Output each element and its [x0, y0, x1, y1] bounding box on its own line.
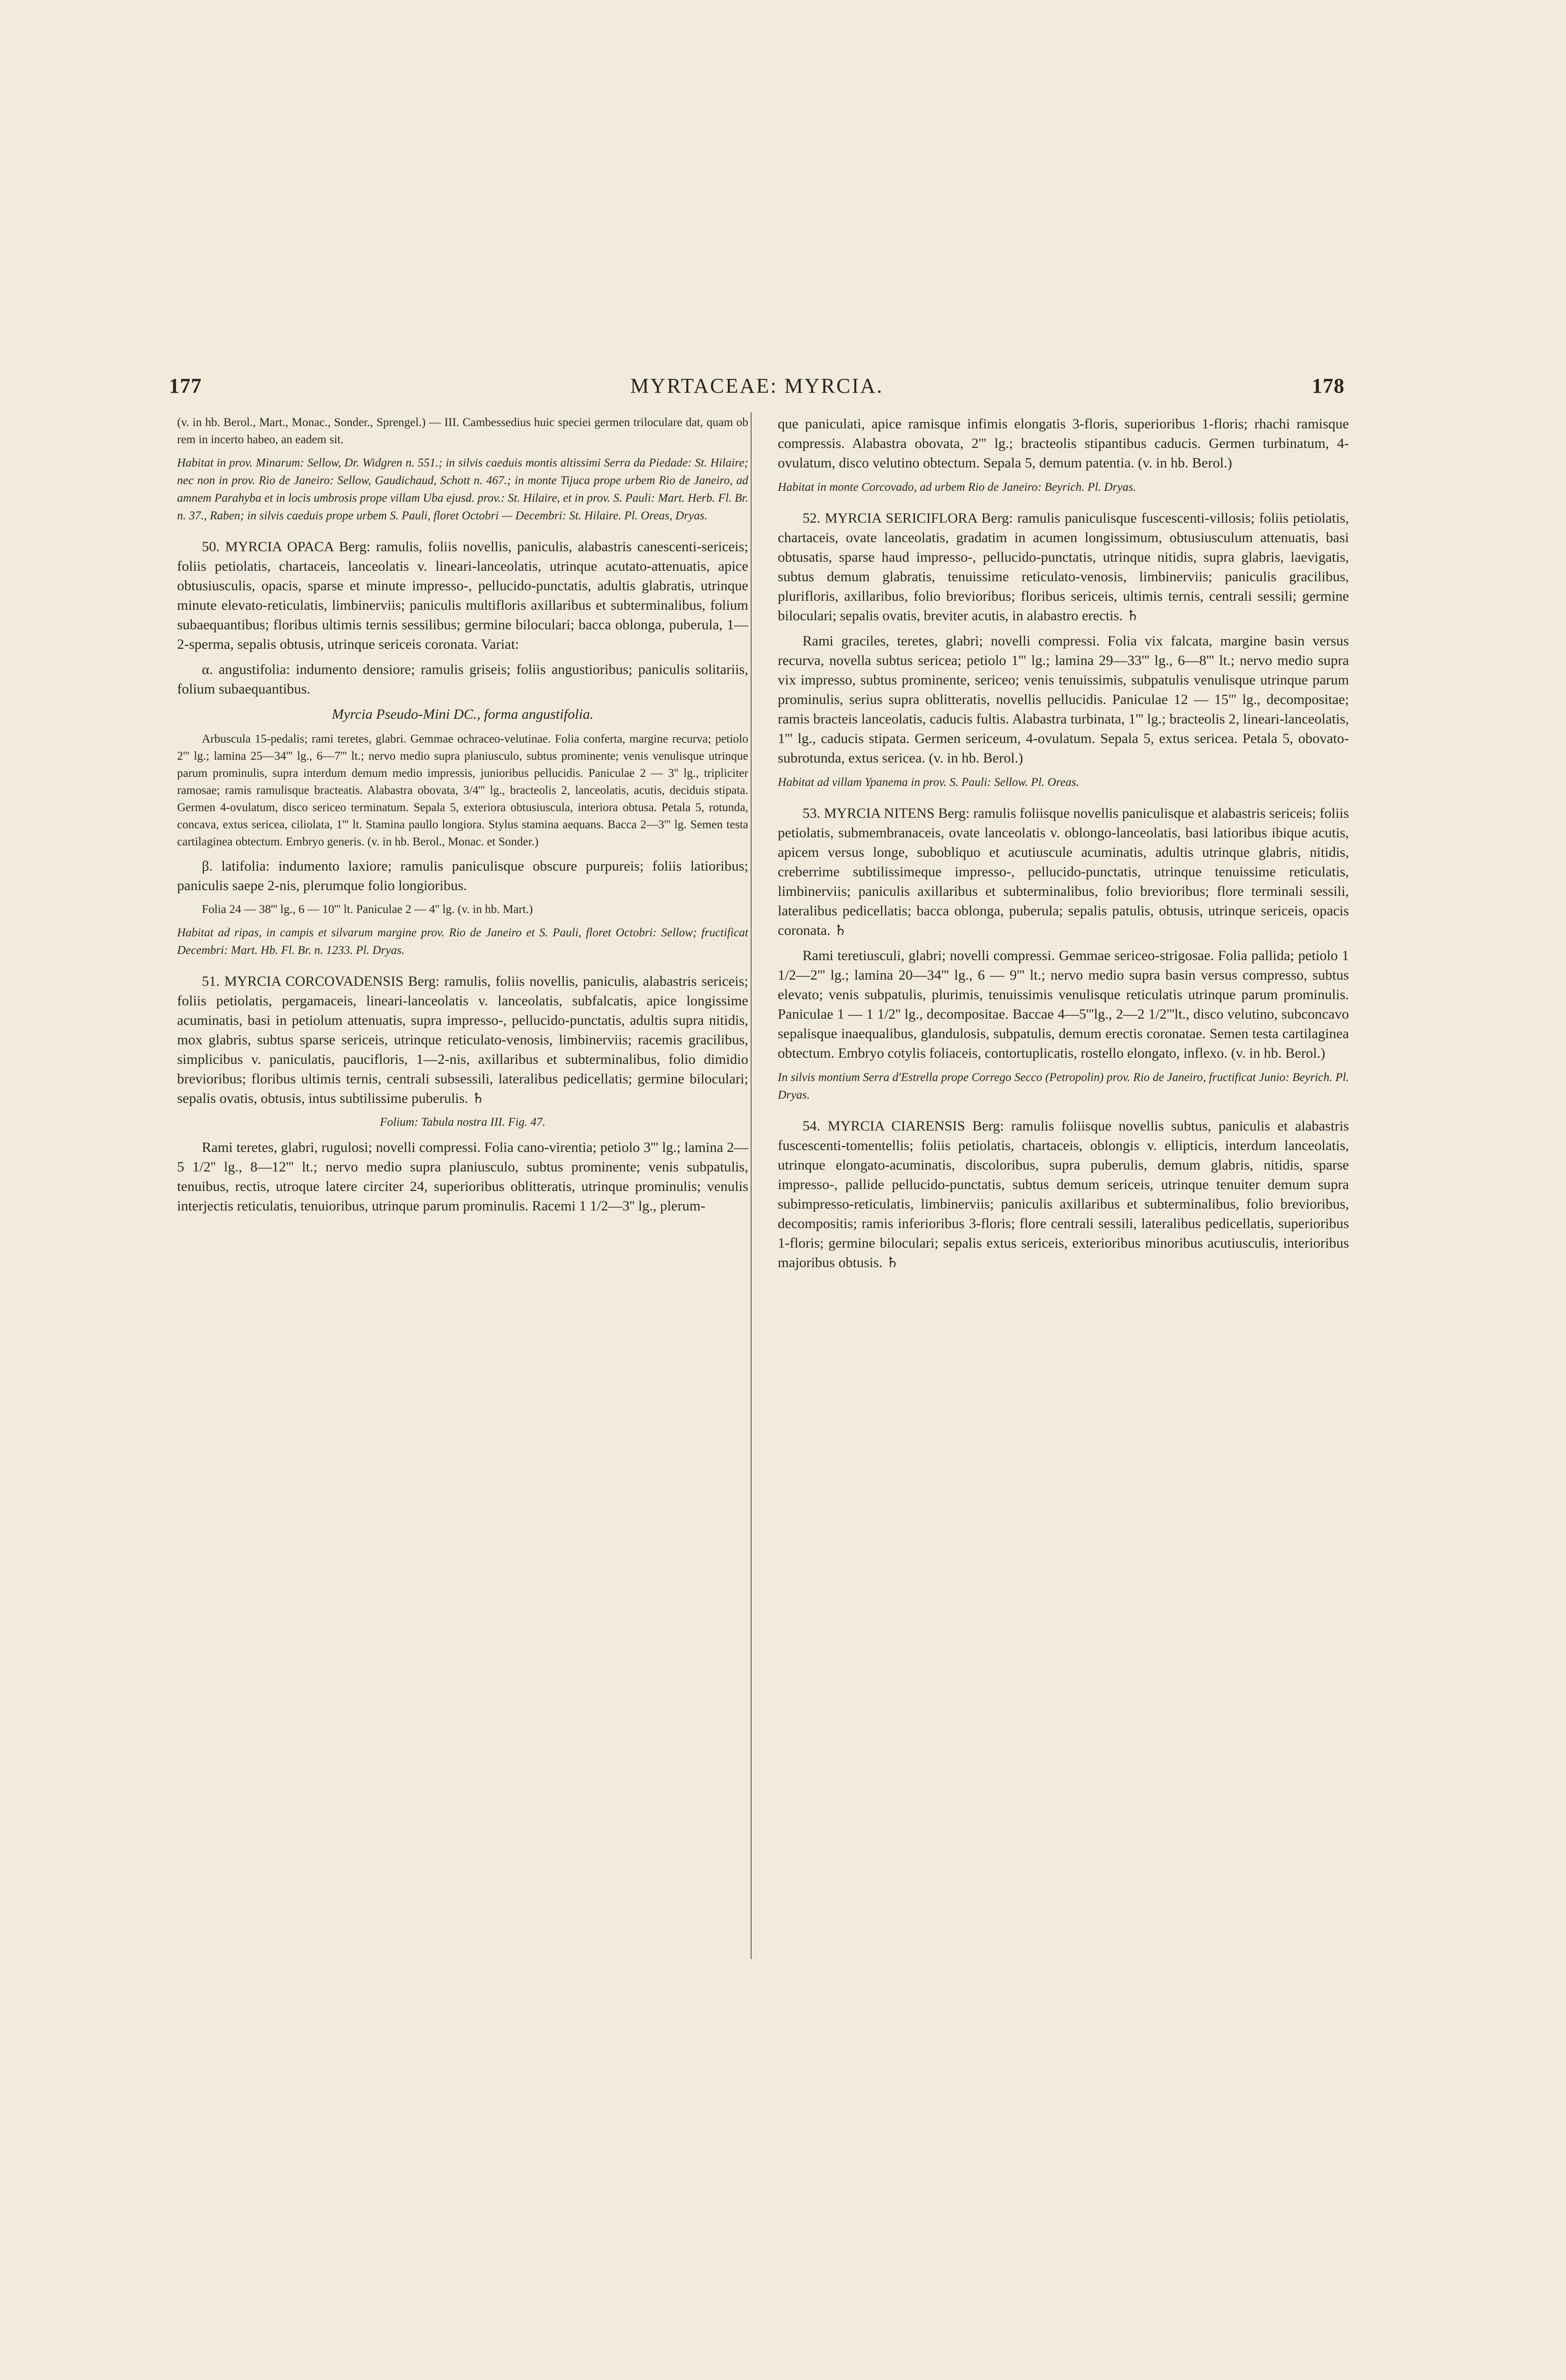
page-number-right: 178 — [1312, 374, 1345, 397]
variety-description: α. angustifolia: indumento densiore; ramulis griseis; foliis angustioribus; paniculis solitariis, folium subaequantibus. — [177, 662, 748, 697]
morphology-note: Rami teretiusculi, glabri; novelli compressi. Gemmae sericeo-strigosae. Folia pallida; petiolo 1 1/2—2''' lg.; lamina 20—34''' lg., 6 — 9''' lt.; nervo medio supra basin versus compresso, subtus elevato; venis subpatulis, plurimis, tenuissimis venulisque reticulatis utrinque parum prominulis. Paniculae 1 — 1 1/2'' lg., decompositae. Baccae 4—5'''lg., 2—2 1/2'''lt., disco velutino, subconcavo sepalisque inaequalibus, glandulosis, subpatulis, demum erectis coronatae. Semen testa cartilaginea obtectum. Embryo cotylis foliaceis, contortuplicatis, rostello elongato, inflexo. (v. in hb. Berol.) — [778, 948, 1349, 1061]
paragraph: (v. in hb. Berol., Mart., Monac., Sonder., Sprengel.) — III. Cambessedius huic speciei germen triloculare dat, quam ob rem in incerto habeo, an eadem sit. — [177, 416, 748, 446]
habitat-note: Habitat ad villam Ypanema in prov. S. Pauli: Sellow. Pl. Oreas. — [778, 776, 1080, 789]
habitat-note: Habitat ad ripas, in campis et silvarum margine prov. Rio de Janeiro et S. Pauli, floret Octobri: Sellow; fructificat Decembri: Mart. Hb. Fl. Br. n. 1233. Pl. Dryas. — [177, 926, 748, 957]
species-description: 52. MYRCIA SERICIFLORA Berg: ramulis paniculisque fuscescenti-villosis; foliis petiolatis, chartaceis, ovate lanceolatis, gradatim in acumen longissimum, obtusiusculum attenuatis, basi obtusatis, sparse haud impresso-, pellucido-punctatis, utrinque nitidis, supra glabris, laevigatis, subtus demum glabratis, tenuissime reticulato-venosis, limbinerviis; paniculis gracilibus, plurifloris, axillaribus, folio brevioribus; floribus sericeis, ultimis ternis, centrali sessili; germine biloculari; sepalis ovatis, breviter acutis, in alabastro erectis. ♄ — [778, 510, 1349, 624]
species-description: 54. MYRCIA CIARENSIS Berg: ramulis foliisque novellis subtus, paniculis et alabastris fuscescenti-tomentellis; foliis petiolatis, chartaceis, oblongis v. ellipticis, interdum lanceolatis, utrinque elongato-acuminatis, discoloribus, supra puberulis, demum glabris, nitidis, sparse impresso-, pallide pellucido-punctatis, subtus demum sericeis, utrinque tenuiter demum supra subimpresso-reticulatis, limbinerviis; paniculis axillaribus et subterminalibus, folio brevioribus, decompositis; ramis inferioribus 3-floris; flore centrali sessili, lateralibus pedicellatis, superioribus 1-floris; germine biloculari; sepalis extus sericeis, exterioribus minoribus acutiusculis, interioribus majoribus obtusis. ♄ — [778, 1118, 1349, 1270]
morphology-note: Rami teretes, glabri, rugulosi; novelli compressi. Folia cano-virentia; petiolo 3''' lg.; lamina 2—5 1/2'' lg., 8—12''' lt.; nervo medio supra planiusculo, subtus prominente; venis subpatulis, tenuibus, rectis, utroque latere circiter 24, superioribus oblitteratis, utrinque prominulis; venulis interjectis reticulatis, tenuioribus, utrinque parum prominulis. Racemi 1 1/2—3'' lg., plerum- — [177, 1140, 748, 1214]
morphology-note: Rami graciles, teretes, glabri; novelli compressi. Folia vix falcata, margine basin versus recurva, novella subtus sericea; petiolo 1''' lg.; lamina 29—33''' lg., 6—8''' lt.; nervo medio supra vix impresso, subtus prominente, sericeo; venis tenuissimis, subpatulis venulisque utrinque parum prominulis, serius supra oblitteratis, novellis pellucidis. Paniculae 12 — 15''' lg., decompositae; ramis bracteis lanceolatis, caducis fultis. Alabastra turbinata, 1''' lg.; bracteolis 2, lineari-lanceolatis, 1''' lg., caducis stipata. Germen sericeum, 4-ovulatum. Sepala 5, extus sericea. Petala 5, obovato-subrotunda, extus sericea. (v. in hb. Berol.) — [778, 633, 1349, 766]
figure-reference: Folium: Tabula nostra III. Fig. 47. — [380, 1116, 545, 1129]
page-number-left: 177 — [169, 374, 202, 397]
variety-description: β. latifolia: indumento laxiore; ramulis paniculisque obscure purpureis; foliis latioribus; paniculis saepe 2-nis, plerumque folio longioribus. — [177, 858, 748, 893]
synonym-line: Myrcia Pseudo-Mini DC., forma angustifolia. — [332, 706, 594, 722]
column-divider — [751, 412, 752, 1959]
habitat-note: Habitat in prov. Minarum: Sellow, Dr. Widgren n. 551.; in silvis caeduis montis altissimi Serra da Piedade: St. Hilaire; nec non in prov. Rio de Janeiro: Sellow, Gaudichaud, Schott n. 467.; in monte Tijuca prope urbem Rio de Janeiro, ad amnem Parahyba et in locis umbrosis prope villam Uba ejusd. prov.: St. Hilaire, et in prov. S. Pauli: Mart. Herb. Fl. Br. n. 37., Raben; in silvis caeduis prope urbem S. Pauli, floret Octobri — Decembri: St. Hilaire. Pl. Oreas, Dryas. — [177, 456, 748, 522]
morphology-note: Folia 24 — 38''' lg., 6 — 10''' lt. Paniculae 2 — 4'' lg. (v. in hb. Mart.) — [202, 903, 533, 916]
page-header — [169, 374, 1345, 407]
species-description: 51. MYRCIA CORCOVADENSIS Berg: ramulis, foliis novellis, paniculis, alabastris sericeis; foliis petiolatis, pergamaceis, lineari-lanceolatis v. lanceolatis, subfalcatis, apice longissime acuminatis, basi in petiolum attenuatis, supra impresso-, pellucido-punctatis, adultis supra nitidis, mox glabris, subtus sparse sericeis, utrinque reticulato-venosis, limbinerviis; racemis gracilibus, simplicibus v. paniculatis, paucifloris, 1—2-nis, axillaribus et subterminalibus, folio dimidio brevioribus; floribus ultimis ternis, centrali subsessili, lateralibus pedicellatis; germine biloculari; sepalis ovatis, obtusis, intus subtilissime puberulis. ♄ — [177, 973, 748, 1106]
habitat-note: In silvis montium Serra d'Estrella prope Corrego Secco (Petropolin) prov. Rio de Janeiro, fructificat Junio: Beyrich. Pl. Dryas. — [778, 1071, 1349, 1101]
right-column — [778, 414, 1349, 1278]
left-column — [177, 414, 748, 1221]
species-description: 50. MYRCIA OPACA Berg: ramulis, foliis novellis, paniculis, alabastris canescenti-sericeis; foliis petiolatis, chartaceis, lanceolatis v. lineari-lanceolatis, utrinque acutato-attenuatis, apice obtusiusculis, opacis, sparse et minute impresso-, pellucido-punctatis, adultis glabratis, utrinque minute elevato-reticulatis, limbinerviis; paniculis multifloris axillaribus et subterminalibus, folium subaequantibus; floribus ultimis ternis sessilibus; germine biloculari; bacca oblonga, puberula, 1—2-sperma, sepalis obtusis, utrinque sericeis coronata. Variat: — [177, 539, 748, 652]
habitat-note: Habitat in monte Corcovado, ad urbem Rio de Janeiro: Beyrich. Pl. Dryas. — [778, 481, 1136, 494]
paragraph: que paniculati, apice ramisque infimis elongatis 3-floris, superioribus 1-floris; rhachi ramisque compressis. Alabastra obovata, 2''' lg.; bracteolis stipantibus caducis. Germen turbinatum, 4-ovulatum, disco velutino obtectum. Sepala 5, demum patentia. (v. in hb. Berol.) — [778, 416, 1349, 471]
species-description: 53. MYRCIA NITENS Berg: ramulis foliisque novellis paniculisque et alabastris sericeis; foliis petiolatis, submembranaceis, ovate lanceolatis v. oblongo-lanceolatis, basi latioribus ibique acutis, apicem versus longe, subobliquo et acutiuscule acuminatis, adultis utrinque glabris, nitidis, creberrime subtilissimeque impresso-, pellucido-punctatis, utrinque tenuissime reticulatis, limbinerviis; paniculis axillaribus et subterminalibus, folio brevioribus; flore terminali sessili, lateralibus pedicellatis; bacca oblonga, puberula; sepalis patulis, obtusis, utrinque sericeis, opacis coronata. ♄ — [778, 805, 1349, 938]
morphology-note: Arbuscula 15-pedalis; rami teretes, glabri. Gemmae ochraceo-velutinae. Folia conferta, margine recurva; petiolo 2''' lg.; lamina 25—34''' lg., 6—7''' lt.; nervo medio supra planiusculo, subtus prominente; venis venulisque utrinque parum prominulis, supra interdum demum medio impressis, junioribus pellucidis. Paniculae 2 — 3'' lg., tripliciter ramosae; ramis ramulisque bracteatis. Alabastra obovata, 3/4''' lg., bracteolis 2, lanceolatis, acutis, deciduis stipata. Germen 4-ovulatum, disco sericeo terminatum. Sepala 5, exteriora obtusiuscula, interiora obtusa. Petala 5, rotunda, concava, extus sericea, ciliolata, 1''' lt. Stamina paullo longiora. Stylus stamina aequans. Bacca 2—3''' lg. Semen testa cartilaginea obtectum. Embryo generis. (v. in hb. Berol., Monac. et Sonder.) — [177, 733, 748, 848]
running-title: MYRTACEAE: MYRCIA. — [630, 374, 883, 397]
